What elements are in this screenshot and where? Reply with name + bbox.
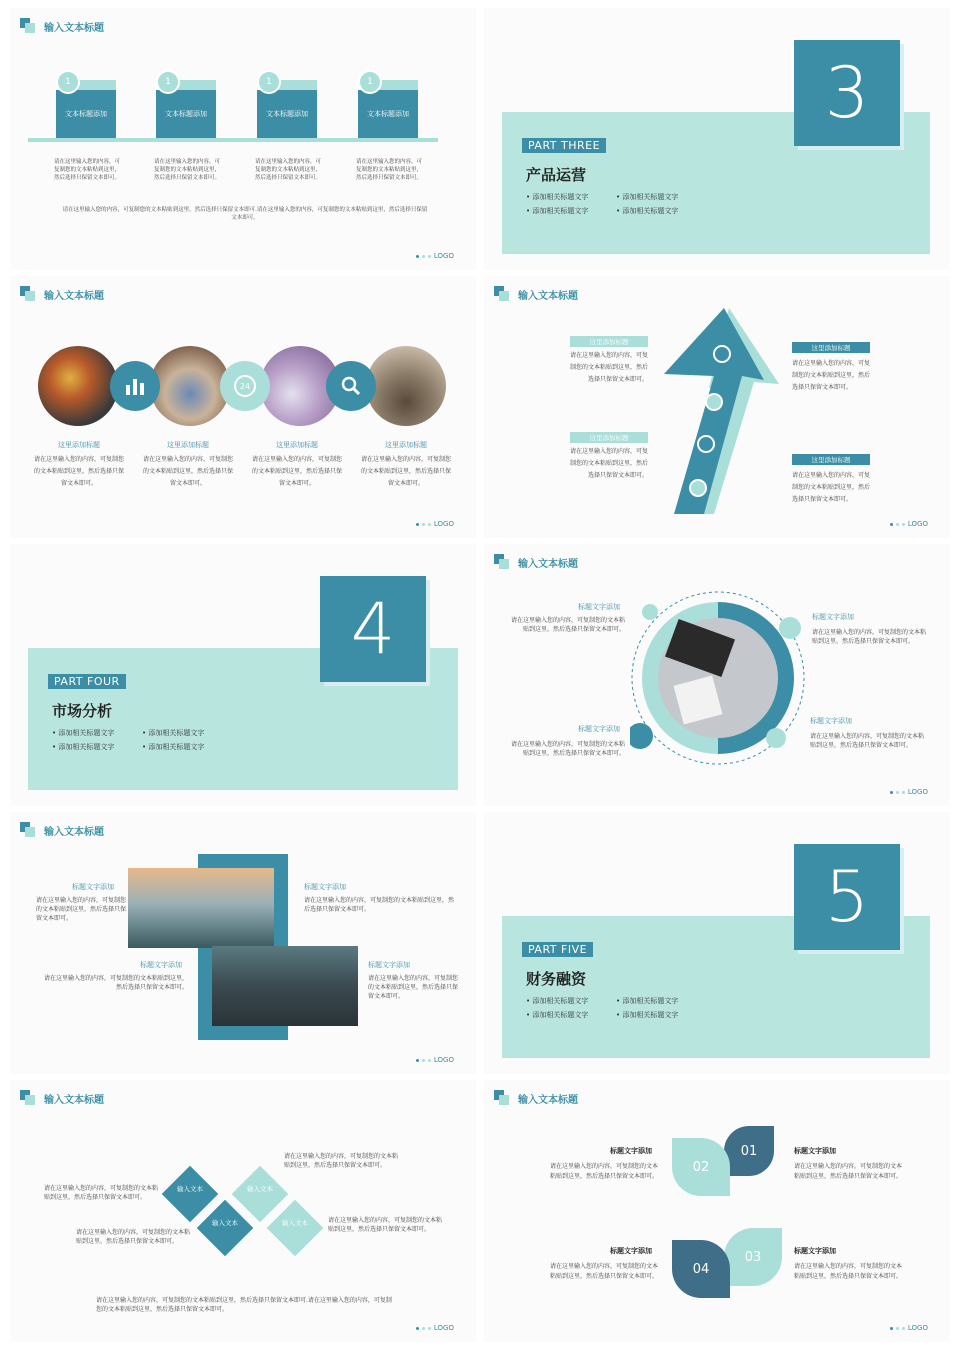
part-tag: PART FOUR: [48, 674, 126, 689]
leaf-item-title: 标题文字添加: [794, 1247, 836, 1255]
arrow-label: 这里添加标题: [570, 432, 648, 443]
leaf-item-title: 标题文字添加: [610, 1147, 652, 1155]
ring-graphic: [630, 588, 806, 768]
step-description: 请在这里输入您的内容，可复制您的文本粘贴到这里，然后选择只保留文本即可。: [53, 159, 120, 181]
circle-item-desc: 请在这里输入您的内容，可复制您的文本粘贴到这里，然后选择只保留文本即可。: [361, 456, 452, 487]
step-label: 文本标题添加: [257, 90, 317, 138]
step-number: 1: [156, 70, 180, 94]
slide-title: 输入文本标题: [44, 1095, 104, 1106]
slide-part-four: [10, 544, 476, 806]
slide-timeline: [10, 8, 476, 270]
photo-item-title: 标题文字添加: [368, 961, 410, 969]
header-square-accent: [25, 1095, 35, 1105]
leaf-item-title: 标题文字添加: [794, 1147, 836, 1155]
circle-item-desc: 请在这里输入您的内容，可复制您的文本粘贴到这里，然后选择只保留文本即可。: [143, 456, 234, 487]
leaf-item-desc: 请在这里输入您的内容，可复制您的文本粘贴到这里，然后选择只保留文本即可。: [550, 1263, 659, 1280]
bullet-list: • 添加相关标题文字 • 添加相关标题文字 • 添加相关标题文字 • 添加相关标题文字: [526, 193, 679, 215]
circle-item-title: 这里添加标题: [167, 441, 209, 449]
photo-desk-laptop: [150, 346, 230, 426]
leaf-01: 01: [724, 1126, 774, 1176]
ring-item-desc: 请在这里输入您的内容，可复制您的文本粘贴到这里，然后选择只保留文本即可。: [812, 629, 927, 645]
timeline-step: [257, 70, 317, 138]
photo-city-skyline: [128, 868, 274, 948]
circle-item-desc: 请在这里输入您的内容，可复制您的文本粘贴到这里，然后选择只保留文本即可。: [34, 456, 125, 487]
photo-flowers-laptop: [38, 346, 118, 426]
section-title: 市场分析: [52, 702, 113, 720]
ring-item-desc: 请在这里输入您的内容，可复制您的文本粘贴到这里，然后选择只保留文本即可。: [810, 733, 925, 749]
circle-item-title: 这里添加标题: [385, 441, 427, 449]
diamond-desc: 请在这里输入您的内容，可复制您的文本粘贴到这里，然后选择只保留文本即可。: [76, 1229, 191, 1245]
step-description: 请在这里输入您的内容，可复制您的文本粘贴到这里，然后选择只保留文本即可。: [254, 159, 321, 181]
photo-city-street: [212, 946, 358, 1026]
slide-footer-text: 请在这里输入您的内容，可复制您的文本粘贴到这里，然后选择只保留文本即可.请在这里输入您的内容，可复制您的文本粘贴到这里，然后选择只保留文本即可。: [96, 1297, 392, 1313]
slide-diamonds: [10, 1080, 476, 1342]
logo: LOGO: [890, 1324, 928, 1332]
diamond-label: 输入文本: [282, 1219, 308, 1227]
diamond-desc: 请在这里输入您的内容，可复制您的文本粘贴到这里，然后选择只保留文本即可。: [284, 1153, 399, 1169]
photo-item-title: 标题文字添加: [304, 883, 346, 891]
header-square-accent: [499, 1095, 509, 1105]
step-label: 文本标题添加: [358, 90, 418, 138]
slide-footer-text: 请在这里输入您的内容，可复制您的文本粘贴到这里，然后选择只保留文本即可.请在这里输入您的内容，可复制您的文本粘贴到这里，然后选择只保留文本即可。: [62, 207, 428, 221]
arrow-label: 这里添加标题: [792, 342, 870, 353]
diamond-shape: [267, 1200, 324, 1257]
diamond-desc: 请在这里输入您的内容，可复制您的文本粘贴到这里，然后选择只保留文本即可。: [44, 1185, 159, 1201]
step-number: 1: [56, 70, 80, 94]
step-number: 1: [358, 70, 382, 94]
step-number: 1: [257, 70, 281, 94]
logo: LOGO: [416, 252, 454, 260]
slide-part-five: [484, 812, 950, 1074]
leaf-item-desc: 请在这里输入您的内容，可复制您的文本粘贴到这里，然后选择只保留文本即可。: [794, 1263, 903, 1280]
slide-part-three: [484, 8, 950, 270]
step-description: 请在这里输入您的内容，可复制您的文本粘贴到这里，然后选择只保留文本即可。: [355, 159, 422, 181]
photo-item-desc: 请在这里输入您的内容，可复制您的文本粘贴到这里，然后选择只保留文本即可。: [368, 975, 459, 1000]
slide-arrow: [484, 276, 950, 538]
ring-item-title: 标题文字添加: [578, 725, 620, 733]
photo-item-desc: 请在这里输入您的内容，可复制您的文本粘贴到这里，然后选择只保留文本即可。: [36, 897, 127, 922]
bar-chart-icon: [110, 361, 160, 411]
part-tag: PART THREE: [522, 138, 606, 153]
arrow-label-desc: 请在这里输入您的内容，可复制您的文本粘贴到这里，然后选择只保留文本即可。: [792, 472, 871, 503]
svg-text:24: 24: [239, 382, 251, 391]
arrow-label-desc: 请在这里输入您的内容，可复制您的文本粘贴到这里，然后选择只保留文本即可。: [792, 360, 871, 391]
timeline-step: [156, 70, 216, 138]
arrow-label: 这里添加标题: [792, 454, 870, 465]
header-square-accent: [25, 827, 35, 837]
step-label: 文本标题添加: [56, 90, 116, 138]
timeline-step: [358, 70, 418, 138]
photo-item-title: 标题文字添加: [72, 883, 114, 891]
timeline-step: [56, 70, 116, 138]
leaf-item-title: 标题文字添加: [610, 1247, 652, 1255]
circle-item-desc: 请在这里输入您的内容，可复制您的文本粘贴到这里，然后选择只保留文本即可。: [252, 456, 343, 487]
slide-title: 输入文本标题: [518, 559, 578, 570]
slide-title: 输入文本标题: [44, 291, 104, 302]
diamond-shape: [197, 1200, 254, 1257]
slide-title: 输入文本标题: [44, 23, 104, 34]
section-number: 4: [320, 576, 426, 682]
leaf-02: 02: [672, 1138, 730, 1196]
arrow-label-desc: 请在这里输入您的内容，可复制您的文本粘贴到这里，然后选择只保留文本即可。: [570, 352, 649, 383]
leaf-item-desc: 请在这里输入您的内容，可复制您的文本粘贴到这里，然后选择只保留文本即可。: [794, 1163, 903, 1180]
photo-item-title: 标题文字添加: [140, 961, 182, 969]
circle-item-title: 这里添加标题: [58, 441, 100, 449]
search-icon: [326, 361, 376, 411]
arrow-label-desc: 请在这里输入您的内容，可复制您的文本粘贴到这里，然后选择只保留文本即可。: [570, 448, 649, 479]
header-square-accent: [499, 559, 509, 569]
diamond-desc: 请在这里输入您的内容，可复制您的文本粘贴到这里，然后选择只保留文本即可。: [328, 1217, 443, 1233]
diamond-label: 输入文本: [212, 1219, 238, 1227]
header-square-accent: [25, 23, 35, 33]
arrow-graphic: [654, 304, 784, 514]
slide-title: 输入文本标题: [44, 827, 104, 838]
section-number: 5: [794, 844, 900, 950]
slide-leaves: [484, 1080, 950, 1342]
leaf-item-desc: 请在这里输入您的内容，可复制您的文本粘贴到这里，然后选择只保留文本即可。: [550, 1163, 659, 1180]
photo-item-desc: 请在这里输入您的内容，可复制您的文本粘贴到这里，然后选择只保留文本即可。: [304, 897, 455, 913]
slide-city: [10, 812, 476, 1074]
ring-item-title: 标题文字添加: [578, 603, 620, 611]
circle-item-title: 这里添加标题: [276, 441, 318, 449]
photo-miniature-desk: [366, 346, 446, 426]
slide-title: 输入文本标题: [518, 291, 578, 302]
ring-item-desc: 请在这里输入您的内容，可复制您的文本粘贴到这里，然后选择只保留文本即可。: [510, 741, 625, 757]
logo: LOGO: [416, 1324, 454, 1332]
arrow-label: 这里添加标题: [570, 336, 648, 347]
logo: LOGO: [416, 1056, 454, 1064]
slide-ring: [484, 544, 950, 806]
header-square-accent: [499, 291, 509, 301]
leaf-04: 04: [672, 1240, 730, 1298]
phone-24-icon: [220, 361, 270, 411]
section-title: 产品运营: [526, 166, 587, 184]
photo-item-desc: 请在这里输入您的内容，可复制您的文本粘贴到这里，然后选择只保留文本即可。: [43, 975, 188, 991]
timeline-line: [28, 138, 438, 142]
slide-circles: [10, 276, 476, 538]
step-label: 文本标题添加: [156, 90, 216, 138]
header-square-accent: [25, 291, 35, 301]
leaf-03: 03: [724, 1228, 782, 1286]
slide-title: 输入文本标题: [518, 1095, 578, 1106]
bullet-list: • 添加相关标题文字 • 添加相关标题文字 • 添加相关标题文字 • 添加相关标题文字: [52, 729, 205, 751]
ring-item-title: 标题文字添加: [810, 717, 852, 725]
section-number: 3: [794, 40, 900, 146]
logo: LOGO: [890, 788, 928, 796]
ring-item-desc: 请在这里输入您的内容，可复制您的文本粘贴到这里，然后选择只保留文本即可。: [510, 617, 625, 633]
part-tag: PART FIVE: [522, 942, 593, 957]
diamond-label: 输入文本: [177, 1185, 203, 1193]
ring-item-title: 标题文字添加: [812, 613, 854, 621]
step-description: 请在这里输入您的内容，可复制您的文本粘贴到这里，然后选择只保留文本即可。: [153, 159, 220, 181]
bullet-list: • 添加相关标题文字 • 添加相关标题文字 • 添加相关标题文字 • 添加相关标题文字: [526, 997, 679, 1019]
section-title: 财务融资: [526, 970, 587, 988]
logo: LOGO: [416, 520, 454, 528]
diamond-label: 输入文本: [247, 1185, 273, 1193]
logo: LOGO: [890, 520, 928, 528]
